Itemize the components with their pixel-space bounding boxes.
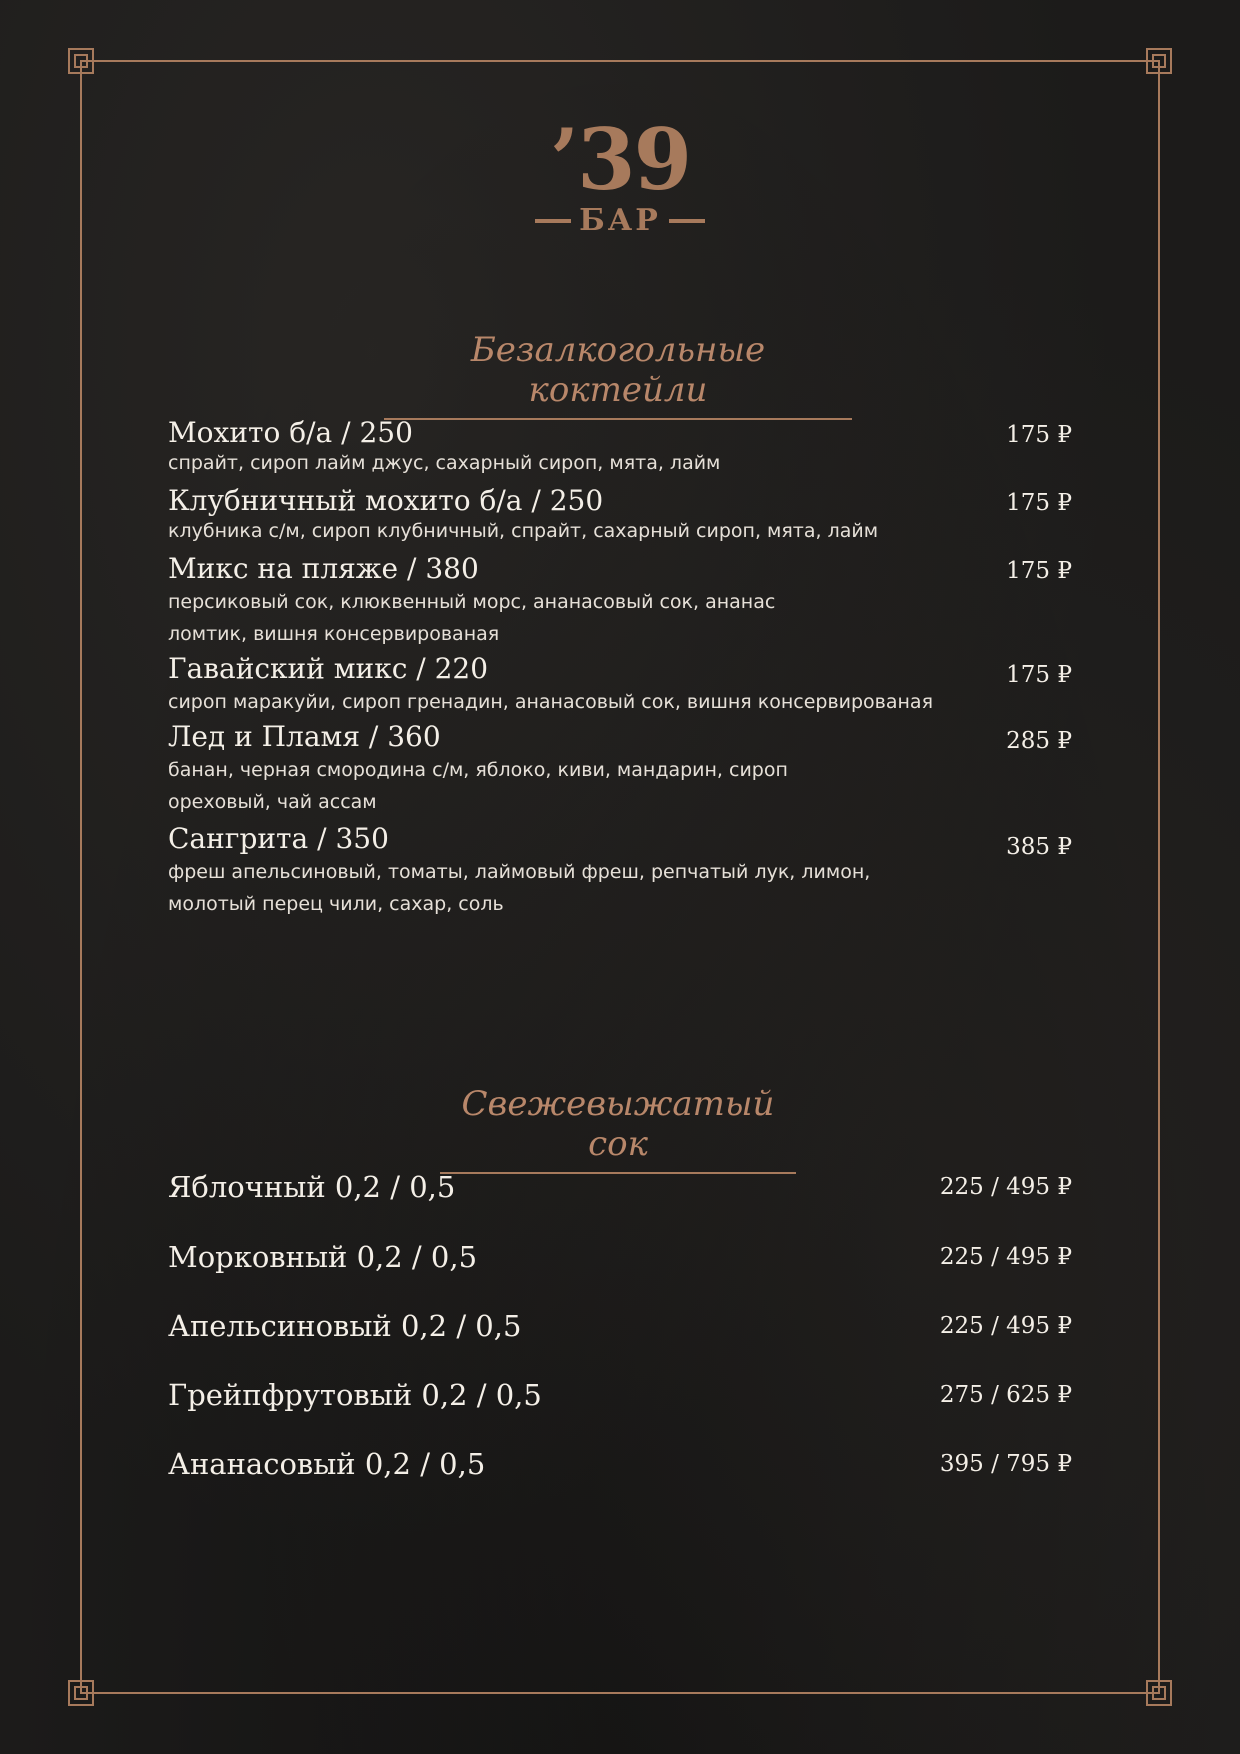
- item-price: 385 ₽: [1006, 834, 1072, 860]
- item-price: 225 / 495 ₽: [939, 1313, 1072, 1339]
- item-price: 175 ₽: [1006, 422, 1072, 448]
- logo-divider-right: [669, 219, 705, 223]
- item-description: клубника с/м, сироп клубничный, спрайт, сахарный сироп, мята, лайм: [168, 520, 879, 542]
- menu-item: [168, 1378, 1072, 1412]
- menu-item: [168, 1309, 1072, 1343]
- item-description: фреш апельсиновый, томаты, лаймовый фреш, репчатый лук, лимон, молотый перец чили, сахар, соль: [168, 861, 871, 915]
- item-description: банан, черная смородина с/м, яблоко, киви, мандарин, сироп ореховый, чай ассам: [168, 759, 788, 813]
- logo-divider-left: [535, 219, 571, 223]
- corner-ornament-bottom-left: [68, 1680, 94, 1706]
- corner-ornament-bottom-right: [1146, 1680, 1172, 1706]
- bar-logo: [520, 110, 720, 238]
- item-name: Апельсиновый 0,2 / 0,5: [168, 1309, 522, 1343]
- item-price: 225 / 495 ₽: [939, 1244, 1072, 1270]
- item-description: сироп маракуйи, сироп гренадин, ананасовый сок, вишня консервированая: [168, 691, 934, 713]
- item-name: Клубничный мохито б/а / 250: [168, 484, 604, 517]
- item-price: 285 ₽: [1006, 728, 1072, 754]
- logo-number: ’39: [549, 110, 691, 209]
- item-name: Сангрита / 350: [168, 822, 389, 855]
- menu-item: [168, 1170, 1072, 1204]
- logo-subtitle: БАР: [579, 203, 661, 238]
- item-description: спрайт, сироп лайм джус, сахарный сироп, мята, лайм: [168, 452, 721, 474]
- item-price: 275 / 625 ₽: [939, 1382, 1072, 1408]
- section-title-juice: Свежевыжатый сок: [440, 1084, 796, 1174]
- item-name: Яблочный 0,2 / 0,5: [168, 1170, 456, 1204]
- menu-item: [168, 652, 1072, 718]
- menu-item: [168, 552, 1072, 650]
- logo-subtitle-row: [520, 204, 720, 238]
- item-name: Грейпфрутовый 0,2 / 0,5: [168, 1378, 542, 1412]
- item-name: Морковный 0,2 / 0,5: [168, 1240, 478, 1274]
- item-name: Гавайский микс / 220: [168, 652, 489, 685]
- menu-item: [168, 1240, 1072, 1274]
- menu-item: [168, 484, 1072, 544]
- item-price: 175 ₽: [1006, 490, 1072, 516]
- item-name: Микс на пляже / 380: [168, 552, 479, 585]
- corner-ornament-top-right: [1146, 48, 1172, 74]
- menu-item: [168, 416, 1072, 476]
- item-name: Ананасовый 0,2 / 0,5: [168, 1447, 486, 1481]
- menu-item: [168, 822, 1072, 920]
- item-description: персиковый сок, клюквенный морс, ананасовый сок, ананас ломтик, вишня консервированая: [168, 591, 776, 645]
- menu-item: [168, 1447, 1072, 1481]
- item-price: 175 ₽: [1006, 662, 1072, 688]
- item-name: Мохито б/а / 250: [168, 416, 413, 449]
- item-name: Лед и Пламя / 360: [168, 720, 441, 753]
- section-title-cocktails: Безалкогольные коктейли: [384, 330, 852, 420]
- menu-item: [168, 720, 1072, 818]
- item-price: 225 / 495 ₽: [939, 1174, 1072, 1200]
- item-price: 395 / 795 ₽: [939, 1451, 1072, 1477]
- corner-ornament-top-left: [68, 48, 94, 74]
- item-price: 175 ₽: [1006, 558, 1072, 584]
